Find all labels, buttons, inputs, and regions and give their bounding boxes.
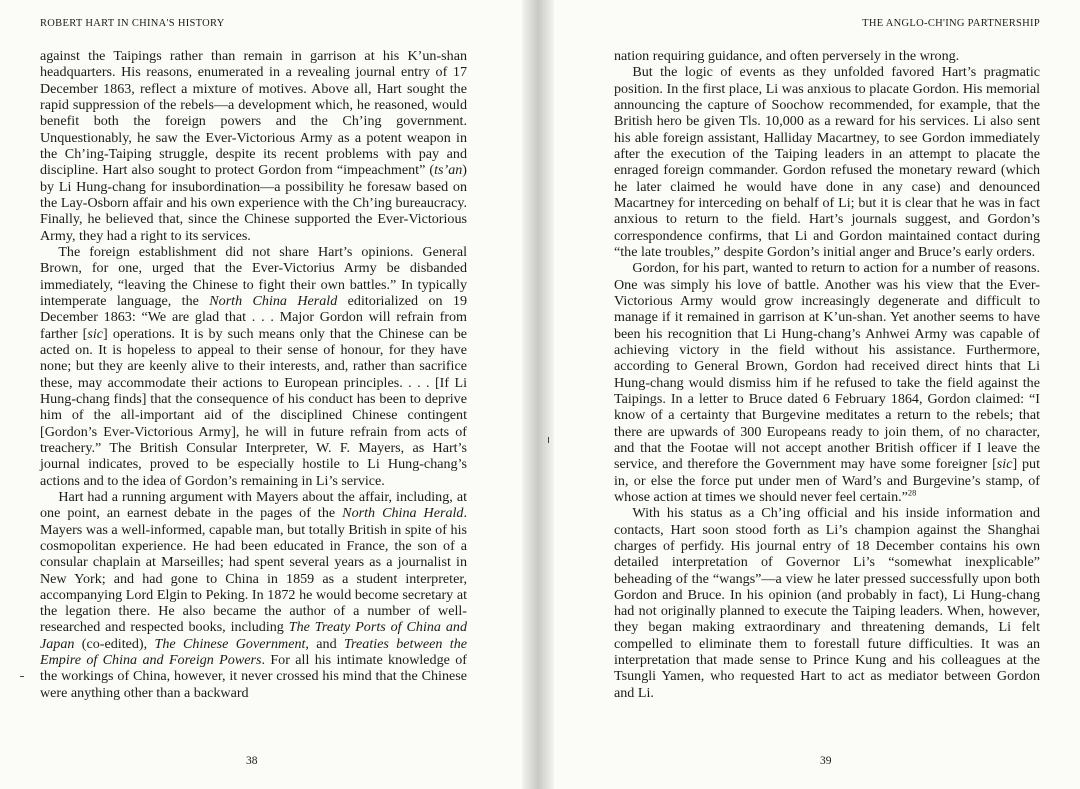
body-paragraph — [614, 505, 1040, 701]
right-page-body — [614, 48, 1040, 701]
body-paragraph — [40, 48, 467, 244]
italic-text: Treaties between the Empire of China and Foreign Powers — [40, 635, 467, 669]
page-number-left: 38 — [246, 755, 258, 767]
left-page — [0, 0, 525, 789]
scan-speck — [548, 437, 549, 443]
left-page-body — [40, 48, 467, 701]
scan-speck — [20, 676, 24, 677]
text-run: The foreign establishment did not share Hart’s opinions. General Brown, for one, urged that the Ever-Victorius Army be disbanded immediately, “leaving the Chinese to fight their own battles.” In typically intemperate language, the — [40, 243, 467, 309]
text-run: nation requiring guidance, and often perversely in the wrong. — [614, 48, 960, 64]
body-paragraph — [614, 260, 1040, 505]
text-run: editorialized on 19 December 1863: “We are glad that . . . Major Gordon will refrain from farther [ — [40, 292, 468, 342]
text-run: (co-edited), — [74, 635, 155, 652]
text-run: , and — [305, 635, 344, 652]
text-run: ] operations. It is by such means only that the Chinese can be acted on. It is hopeless to appeal to their sense of honour, for they have none; but they are keenly alive to their interests, and, rather than sacrifice these, may accommodate their actions to European principles. . . . [If Li Hung-chang finds] that the consequence of his conduct has been to deprive him of the all-important aid of the disciplined Chinese contingent [Gordon’s Ever-Victorious Army], he will in future refrain from acts of treachery.” The British Consular Interpreter, W. F. Mayers, as Hart’s journal indicates, proved to be especially hostile to Li Hung-chang’s actions and to the idea of Gordon’s remaining in Li’s service. — [40, 325, 467, 489]
text-run: . For all his intimate knowledge of the workings of China, however, it never crossed his mind that the Chinese were anything other than a backward — [40, 652, 467, 701]
text-run: ] put in, or else the force put under men of Ward’s and Burgevine’s stamp, of whose action at times we should never feel certain.” — [614, 456, 1040, 505]
text-run: against the Taipings rather than remain in garrison at his K’un-shan headquarters. His reasons, enumerated in a revealing journal entry of 17 December 1863, reflect a mixture of motives. Above all, Hart sought the rapid suppression of the rebels—a development which, he reasoned, would benefit both the foreign powers and the Ch’ing government. Unquestionably, he saw the Ever-Victorious Army as a potent weapon in the Ch’ing-Taiping struggle, despite its recent problems with pay and discipline. Hart also sought to protect Gordon from “impeachment” ( — [40, 48, 467, 179]
italic-text: North China Herald — [342, 505, 464, 522]
body-paragraph — [40, 244, 467, 489]
italic-text: North China Herald — [209, 292, 338, 309]
italic-text: The Treaty Ports of China and Japan — [40, 619, 467, 652]
body-paragraph — [614, 48, 1040, 64]
running-head-left: ROBERT HART IN CHINA'S HISTORY — [40, 18, 225, 29]
italic-text: The Chinese Government — [154, 635, 306, 652]
text-run: Hart had a running argument with Mayers about the affair, including, at one point, an earnest debate in the pages of the — [40, 488, 467, 522]
text-run: With his status as a Ch’ing official and his inside information and contacts, Hart soon stood forth as Li’s champion against the Shanghai charges of perfidy. His journal entry of 18 December contains his own detailed interpretation of Governor Li’s “somewhat inexplicable” beheading of the “wangs”—a view he later pressed successfully upon both Gordon and Bruce. In his opinion (and probably in fact), Li Hung-chang had not originally planned to execute the Taiping leaders. When, however, they began making extraordinary and threatening demands, Li felt compelled to eliminate them to forestall future difficulties. It was an interpretation that made sense to Prince Kung and his colleagues at the Tsungli Yamen, who requested Hart to act as mediator between Gordon and Li. — [614, 505, 1040, 701]
body-paragraph — [614, 64, 1040, 260]
footnote-marker: 28 — [907, 487, 917, 498]
running-head-right: THE ANGLO-CH'ING PARTNERSHIP — [862, 18, 1040, 29]
right-page — [548, 0, 1080, 789]
text-run: ) by Li Hung-chang for insubordination—a possibility he foresaw based on the Lay-Osborn affair and his own experience with the Ch’ing bureaucracy. Finally, he believed that, since the Chinese supported the Ever-Victorious Army, they had a right to its services. — [40, 162, 467, 244]
italic-text: sic — [996, 456, 1013, 473]
text-run: . Mayers was a well-informed, capable man, but totally British in spite of his cosmopolitan experience. He had been educated in France, the son of a consular chaplain at Marseilles; had spent several years as a journalist in New York; and had gone to China in 1859 as a student interpreter, accompanying Lord Elgin to Peking. In 1872 he would become secretary at the legation there. He also became the author of a number of well-researched and respected books, including — [40, 505, 468, 636]
page-number-right: 39 — [820, 755, 832, 767]
text-run: Gordon, for his part, wanted to return to action for a number of reasons. One was simply his love of battle. Another was his view that the Ever-Victorious Army would grow increasingly degenerate and difficult to manage if it remained in garrison at K’un-shan. Yet another seems to have been his recognition that Li Hung-chang’s Anhwei Army was capable of achieving victory in the field without his assistance. Furthermore, according to General Brown, Gordon had received direct hints that Li Hung-chang would dismiss him if he refused to take the field against the Taipings. In a letter to Bruce dated 6 February 1864, Gordon claimed: “I know of a certainty that Burgevine meditates a return to the rebels; that there are upwards of 300 Europeans ready to join them, of no character, and that the Footae will not accept another British officer if I leave the service, and therefore the Government may have some foreigner [ — [614, 260, 1040, 473]
italic-text: ts’an — [434, 162, 463, 179]
italic-text: sic — [87, 325, 104, 342]
text-run: But the logic of events as they unfolded favored Hart’s pragmatic position. In the first place, Li was anxious to placate Gordon. His memorial announcing the capture of Soochow recommended, for example, that the British hero be given Tls. 10,000 as a reward for his services. Li also sent his able foreign assistant, Halliday Macartney, to see Gordon immediately after the execution of the Taiping leaders in an attempt to placate the enraged foreign commander. Gordon refused the monetary reward (which he later claimed he would have done in any case) and denounced Macartney for interceding on behalf of Li; but it is clear that he was in fact anxious to return to the field. Hart’s journals suggest, and Gordon’s correspondence confirms, that Li and Gordon maintained contact during “the late troubles,” despite Gordon’s initial anger and Bruce’s early orders. — [614, 64, 1040, 260]
body-paragraph — [40, 489, 467, 701]
